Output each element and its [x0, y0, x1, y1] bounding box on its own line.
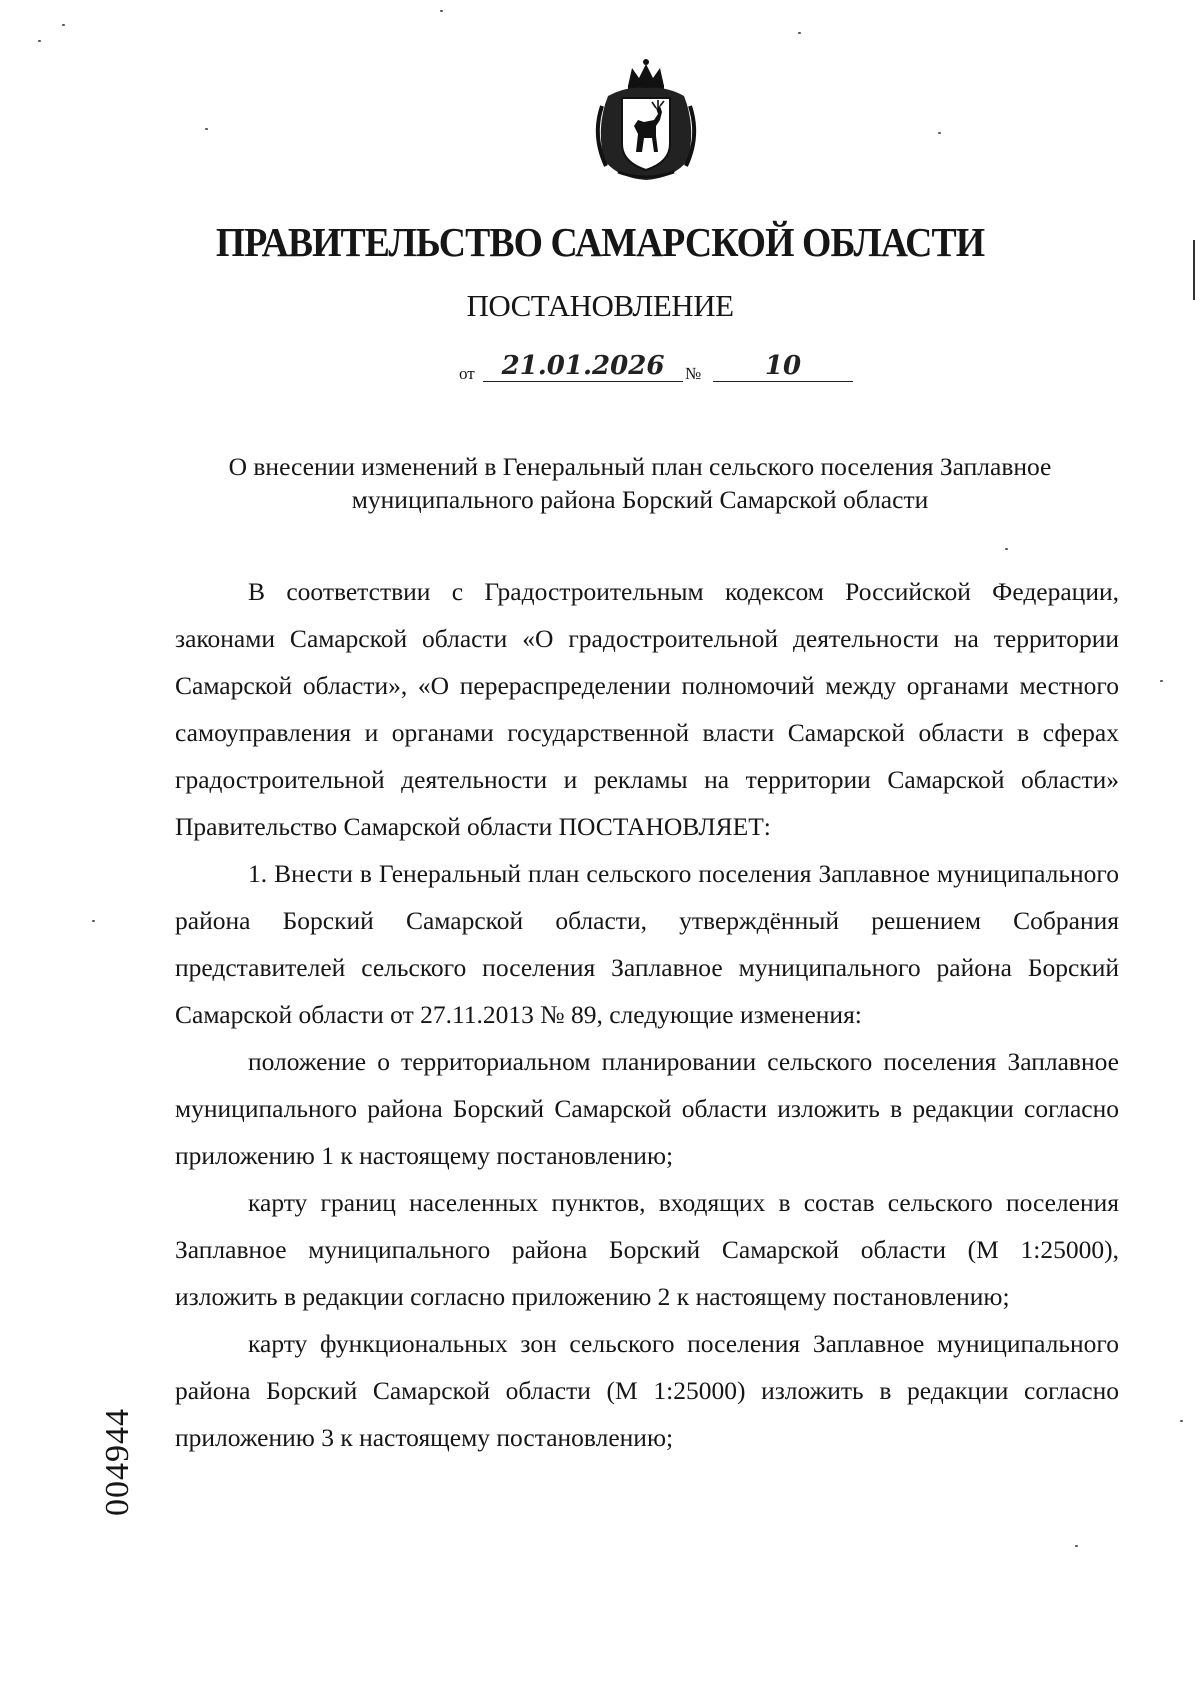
scan-speck [92, 920, 95, 922]
paragraph-item-1: 1. Внести в Генеральный план сельского поселения Заплавное муниципального района Борский Самарской области, утверждённый решением Собрания представителей сельского поселения Заплавное муниципального района Борский Самарской области от 27.11.2013 № 89, следующие изменения: [175, 859, 1119, 1029]
scan-speck [798, 32, 801, 34]
paragraph-amendment-zones-map: карту функциональных зон сельского поселения Заплавное муниципального района Борский Самарской области (М 1:25000) изложить в редакции согласно приложению 3 к настоящему постановлению; [175, 1329, 1119, 1452]
document-date: 21.01.2026 [483, 351, 683, 382]
scan-speck [1180, 1420, 1183, 1422]
scan-speck [38, 40, 41, 42]
paragraph-amendment-boundaries-map: карту границ населенных пунктов, входящих в состав сельского поселения Заплавное муниципального района Борский Самарской области (М 1:25000), изложить в редакции согласно приложению 2 к настоящему постановлению; [175, 1188, 1119, 1311]
scan-speck [205, 128, 208, 130]
document-number: 10 [713, 351, 853, 382]
scan-speck [1160, 680, 1163, 682]
date-number-line [455, 352, 855, 386]
registration-number: 004944 [99, 1408, 136, 1516]
scan-speck [440, 10, 443, 12]
document-type: ПОСТАНОВЛЕНИЕ [466, 288, 734, 323]
date-prefix: от [459, 364, 475, 383]
document-title: О внесении изменений в Генеральный план сельского поселения Заплавное муниципального района Борский Самарской области [228, 452, 1052, 514]
paragraph-amendment-provision: положение о территориальном планировании сельского поселения Заплавное муниципального района Борский Самарской области изложить в редакции согласно приложению 1 к настоящему постановлению; [175, 1047, 1119, 1170]
organization-heading: ПРАВИТЕЛЬСТВО САМАРСКОЙ ОБЛАСТИ [215, 219, 985, 265]
scan-speck [62, 24, 65, 26]
document-body [175, 568, 1119, 1461]
number-prefix: № [685, 364, 702, 383]
scan-speck [1075, 1545, 1078, 1547]
samara-coat-of-arms-icon [588, 56, 704, 182]
paragraph-preamble: В соответствии с Градостроительным кодексом Российской Федерации, законами Самарской области «О градостроительной деятельности на территории Самарской области», «О перераспределении полномочий между органами местного самоуправления и органами государственной власти Самарской области в сферах градостроительной деятельности и рекламы на территории Самарской области» Правительство Самарской области ПОСТАНОВЛЯЕТ: [175, 577, 1119, 841]
scan-speck [1005, 548, 1008, 550]
scan-speck [938, 132, 941, 134]
